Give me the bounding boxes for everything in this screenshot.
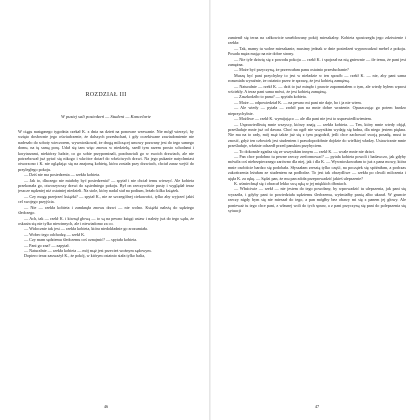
paragraph: — Nie tyle dziwię się z powodu pokoju — rzekł K. i spojrzał na nią gniewnie — ile temu, że pani jest zamężna. — [228, 56, 406, 68]
paragraph: — Czy mogę przejrzeć książki? — spytał K., nie ze szczególnej ciekawości, tylko aby wyjrzeć jakiś cel swojego przyjścia. — [18, 193, 194, 205]
paragraph: K. uśmiechnął się i obracał lekko swą ręką w jej miękkich dłoniach. — [234, 180, 347, 186]
right-page — [211, 0, 420, 420]
paragraph: — Naturalnie — rzekł K. — dziś to już minęło i prawie zapomniałem o tym, ale wtedy byłem wprost wściekły. A teraz pani sama mówi, że jest kobietą zamężną. — [228, 83, 406, 95]
page-number: 46 — [103, 404, 109, 409]
chapter-title: ROZDZIAŁ III — [85, 92, 127, 98]
paragraph: — Tak, mamy tu wolne mieszkanie, musimy jednak w dnie posiedzeń wyprowadzać mebel z pokoju. Posada męża mając na nie dobre strony. — [228, 45, 406, 57]
paragraph: — Usprawiedliwię mnie wszyscy, którzy znają — rzekła kobieta. — Ten, który mnie wtedy objął, prześladuje mnie już od dawna. Choć na ogół nie wszystkim wydaję się ładna, dla niego jestem piękna. Nie ma na to rady, mój mąż także już się z tym pogodził, jeśli chce zachować swoją posadę, musi to znosić, gdyż ten człowiek jest studentem i prawdopodobnie dojdzie do wielkiej władzy. Ustawicznie mnie prześladuje, właśnie odszedł przed panskim przybyciem. — [228, 121, 406, 149]
paragraph: — Jak to, dlaczego nie miałoby być posiedzenia? — spytał i nie chciał temu wierzyć. Ale kobieta przekonała go, otworzywszy drzwi do sąsiedniego pokoju. Był on rzeczywiście pusty i wyglądał teraz jeszcze nędzniej niż ostatniej niedzieli. Na stole, który nadal stał na podium, leżało kilka książek. — [18, 177, 194, 194]
page-number: 47 — [314, 404, 320, 409]
paragraph: — Ale wtedy — pytała — zrobił pan na mnie dobre wrażenie. Opuszczając go potem bardzo nieprzychylnie. — [228, 105, 406, 116]
paragraph: — Dziś nie ma posiedzenia — rzekła kobieta. — [24, 172, 101, 178]
paragraph: — To dokonale zgadza się ze wszystkim innym — rzekł K. — wcale mnie nie dziwi. — [234, 148, 375, 154]
paragraph: W ciągu następnego tygodnia czekał K. z dnia na dzień na ponowne wezwanie. Nie mógł wierzyć, by wzięto dosłownie jego oświadczenie, że dalszych przesłuchań, i gdy oczekiwane zawiadomienie nie nadeszło do soboty wieczorem, wywnioskował, że drogą milczącej umowy pozwany jest do tego samego domu, na tę samą porę. Udał się tam więc znowu w niedzielę, szedł tym razem prosto schodami i korytarzami, niektórzy ludzie, co go sobie przypominali, pozdrawiali go w swoich drzwiach, ale nie potrzebował już pytać się nikogo i wkrótce dotarł do właściwych drzwi. Na jego pukanie natychmiast otworzono i K. nie oglądając się na znajomą kobietę, która została przy drzwiach, chciał zaraz wejść do przyległego pokoju. — [18, 129, 194, 172]
paragraph: — Ach, tak — rzekł K. i kiwnął głową — to są na pewno księgi ustaw i należy już do tego sądu, że oskarża się nie tylko niewinnych, ale i niewiadomo za co. — [18, 215, 194, 226]
paragraph: — Pani go zna? — zapytał. — [24, 242, 70, 248]
paragraph: — Widocznie tak jest — rzekła kobieta, która niedokładnie go zrozumiała. — [24, 226, 148, 232]
paragraph: — Pan chce podobno tu pewne rzeczy zreformować? — pytała kobieta powoli i badawczo, jak gdyby mówiła coś niebezpiecznego zarówno dla niej, jak i dla K. — Wywnioskowałam to już z pana mowy, która mnie osobiście bardzo się podobała. Słyszałam zresztą tylko część, na początek się spóźniłam, a podczas zakończenia leżałam ze studentem na podłodze. To jest tak obrzydliwe — rzekła po chwili milczenia i ujęła K. za rękę. — Sądzi pan, że mu pan zdoła przeprowadzić jakieś ulepszenie? — [228, 153, 406, 181]
right-page-body — [228, 35, 406, 401]
paragraph: Muszę być pani przychylny to jest w nieładzie w ten sposób — rzekł K. — nie, aby pani sama rozumiała wyraźnie, że ostatnio przez te sprawę, że jest kobietą zamężną. — [228, 72, 406, 84]
paragraph: — Zaszkodziło to panu? — spytała kobieta. — [234, 94, 307, 100]
paragraph: — Właściwie — rzekł — nie jestem do tego powołany, by wprowadzić tu ulepszenia, jak pani się wyraziła, i gdyby pani to powiedziała sędziemu śledczemu, wyśmiałby panią albo ukarał. W gruncie rzeczy nigdy bym się nie mieszał do tego, a pan mógłby bez obawy mi się z panem jej głowy. Ale ponieważ tu tego chce pani, z własnej woli do tych spraw, a z pani przyczyną się pani do polepszenia się sytuacji — [228, 186, 406, 213]
paragraph: — Może być przyczyną, że przerwałam panu ostatnio przesłuchanie? — [234, 67, 349, 73]
paragraph: zamienił się teraz na całkowicie umeblowany pokój mieszkalny. Kobieta spostrzegła jego zdziwienie i rzekła: — [228, 35, 406, 46]
paragraph: — Nie — rzekła kobieta i zamknęła znowu drzwi — nie wolno. Książki należą do sędziego śledczego. — [18, 204, 194, 216]
paragraph: Dopiero teraz zauważył K., że pokój, w którym ostatnio stała tylko balia, — [24, 253, 146, 259]
paragraph: — Może — odpowiedział K. — na pewno mi pani nie daje, bo i ja nie wiem. — [234, 99, 362, 105]
left-page — [0, 0, 209, 420]
chapter-subtitle: W pustej sali posiedzeń — Student — Kancelarie — [61, 114, 151, 119]
paragraph: — Wobec tego odchodzę — rzekł K. — [24, 231, 86, 237]
left-page-body — [18, 129, 194, 404]
paragraph: — Naturalnie — rzekła kobieta — mój mąż jest przecież woźnym sądowym. — [24, 247, 152, 253]
paragraph: — Czy mam sędziemu śledczemu coś oznajmić? — spytała kobieta. — [24, 237, 138, 243]
paragraph: — Możliwe — rzekł K. wymijająco — ale dla pani nie jest to usprawiedliwieniem. — [234, 116, 372, 122]
